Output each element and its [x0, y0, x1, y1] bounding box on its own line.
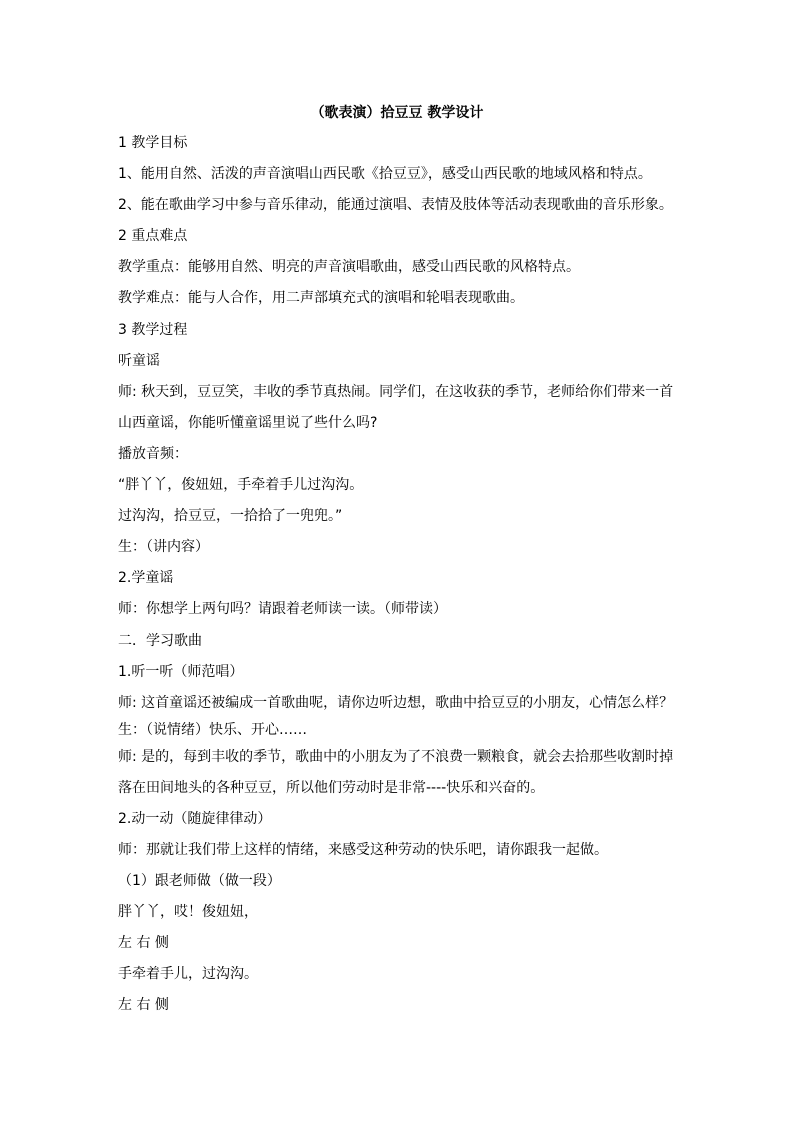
- objective-2: 2、能在歌曲学习中参与音乐律动，能通过演唱、表情及肢体等活动表现歌曲的音乐形象。: [118, 197, 673, 214]
- paragraph-line: 生：（说情绪）快乐、开心……: [118, 721, 307, 738]
- rhyme-line: 过沟沟，拾豆豆，一拾拾了一兜兜。”: [118, 508, 343, 525]
- movement-cue: 左 右 侧: [118, 997, 169, 1014]
- step-move: 2.动一动（随旋律律动）: [118, 810, 272, 827]
- paragraph-line: 播放音频：: [118, 445, 188, 462]
- step-listen: 1.听一听（师范唱）: [118, 663, 244, 680]
- paragraph-line: 生：（讲内容）: [118, 539, 209, 556]
- step-listen-rhyme: 听童谣: [118, 352, 160, 369]
- paragraph-line: 山西童谣，你能听懂童谣里说了些什么吗?: [118, 414, 378, 431]
- section-heading-learn-song: 二．学习歌曲: [118, 632, 202, 649]
- section-heading-key-points: 2 重点难点: [118, 228, 188, 245]
- paragraph-line: 师：那就让我们带上这样的情绪，来感受这种劳动的快乐吧，请你跟我一起做。: [118, 841, 608, 858]
- section-heading-process: 3 教学过程: [118, 321, 188, 338]
- document-body: [118, 131, 688, 1025]
- rhyme-line: “胖丫丫，俊妞妞，手牵着手儿过沟沟。: [118, 477, 364, 494]
- step-learn-rhyme: 2.学童谣: [118, 570, 174, 587]
- lyric-line: 胖丫丫，哎！俊妞妞，: [118, 904, 258, 921]
- paragraph-line: 师: 是的，每到丰收的季节，歌曲中的小朋友为了不浪费一颗粮食，就会去拾那些收割时掉: [118, 748, 674, 765]
- difficult-point: 教学难点：能与人合作，用二声部填充式的演唱和轮唱表现歌曲。: [118, 290, 524, 307]
- movement-cue: 左 右 侧: [118, 935, 169, 952]
- paragraph-line: 师: 这首童谣还被编成一首歌曲呢，请你边听边想，歌曲中拾豆豆的小朋友，心情怎么样？: [118, 694, 674, 711]
- lyric-line: 手牵着手儿，过沟沟。: [118, 966, 258, 983]
- key-point: 教学重点：能够用自然、明亮的声音演唱歌曲，感受山西民歌的风格特点。: [118, 259, 580, 276]
- paragraph-line: 落在田间地头的各种豆豆，所以他们劳动时是非常----快乐和兴奋的。: [118, 779, 545, 796]
- document-title: （歌表演）拾豆豆 教学设计: [310, 105, 484, 121]
- paragraph-line: 师：你想学上两句吗？请跟着老师读一读。（师带读）: [118, 601, 447, 618]
- section-heading-objectives: 1 教学目标: [118, 135, 188, 151]
- paragraph-line: 师: 秋天到，豆豆笑，丰收的季节真热闹。同学们，在这收获的季节，老师给你们带来一首: [118, 383, 674, 400]
- objective-1: 1、能用自然、活泼的声音演唱山西民歌《拾豆豆》，感受山西民歌的地域风格和特点。: [118, 166, 652, 183]
- sub-step: （1）跟老师做（做一段）: [118, 873, 281, 890]
